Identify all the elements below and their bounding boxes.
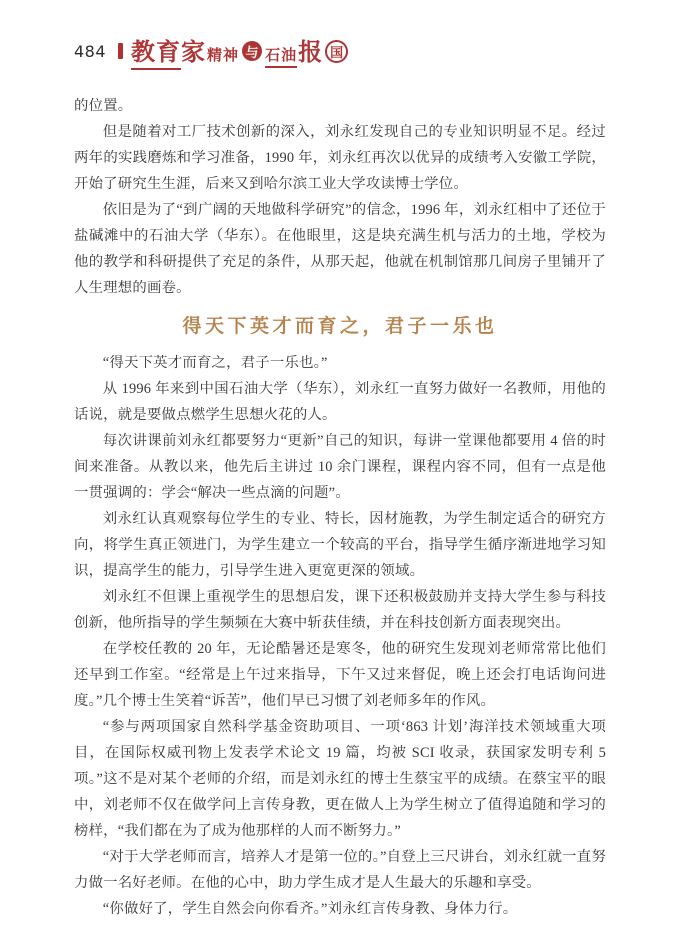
- logo-guo-seal-icon: 国: [325, 40, 348, 63]
- paragraph: 依旧是为了“到广阔的天地做科学研究”的信念，1996 年，刘永红相中了还位于盐碱滩中的石油大学（华东）。在他眼里，这是块充满生机与活力的土地，学校为他的教学和科研提供了充足的条件，从那天起，他就在机制馆那几间房子里铺开了人生理想的画卷。: [74, 202, 606, 296]
- book-title-logo: [131, 32, 348, 70]
- logo-text-jingshen: 精神: [207, 48, 240, 64]
- paragraph: “对于大学老师而言，培养人才是第一位的。”自登上三尺讲台，刘永红就一直努力做一名好老师。在他的心中，助力学生成才是人生最大的乐趣和享受。: [74, 849, 606, 891]
- logo-text-bao: 报: [298, 40, 324, 66]
- header-divider-bar: [118, 43, 123, 59]
- paragraph: 每次讲课前刘永红都要努力“更新”自己的知识，每讲一堂课他都要用 4 倍的时间来准备。从教以来，他先后主讲过 10 余门课程，课程内容不同，但有一点是他一贯强调的：学会“解决一些点滴的问题”。: [74, 433, 606, 501]
- logo-text-shiyou: 石油: [265, 44, 297, 68]
- paragraph: “参与两项国家自然科学基金资助项目、一项‘863 计划’海洋技术领域重大项目，在国际权威刊物上发表学术论文 19 篇，均被 SCI 收录，获国家发明专利 5 项。”这不是对某个老师的介绍，而是刘永红的博士生蔡宝平的成绩。在蔡宝平的眼中，刘老师不仅在做学问上言传身教，更在做人上为学生树立了值得追随和学习的榜样，“我们都在为了成为他那样的人而不断努力。”: [74, 719, 606, 839]
- paragraph: 的位置。: [74, 98, 133, 114]
- logo-yu-seal-icon: 与: [242, 41, 262, 61]
- logo-text-jiaoyu: 教育: [131, 32, 181, 70]
- page-header: [74, 34, 606, 68]
- page-number: 484: [74, 41, 107, 61]
- paragraph: “得天下英才而育之，君子一乐也。”: [102, 355, 328, 371]
- paragraph: 从 1996 年来到中国石油大学（华东），刘永红一直努力做好一名教师，用他的话说，就是要做点燃学生思想火花的人。: [74, 381, 606, 423]
- paragraph: 但是随着对工厂技术创新的深入，刘永红发现自己的专业知识明显不足。经过两年的实践磨炼和学习准备，1990 年，刘永红再次以优异的成绩考入安徽工学院，开始了研究生生涯，后来又到哈尔滨工业大学攻读博士学位。: [74, 124, 606, 192]
- logo-text-jia: 家: [181, 40, 207, 66]
- paragraph: 刘永红认真观察每位学生的专业、特长，因材施教，为学生制定适合的研究方向，将学生真正领进门，为学生建立一个较高的平台，指导学生循序渐进地学习知识，提高学生的能力，引导学生进入更宽更深的领域。: [74, 511, 606, 579]
- paragraph: 刘永红不但课上重视学生的思想启发，课下还积极鼓励并支持大学生参与科技创新，他所指导的学生频频在大赛中斩获佳绩，并在科技创新方面表现突出。: [74, 589, 606, 631]
- paragraph: 在学校任教的 20 年，无论酷暑还是寒冬，他的研究生发现刘老师常常比他们还早到工作室。“经常是上午过来指导，下午又过来督促，晚上还会打电话询问进度。”几个博士生笑着“诉苦”，他们早已习惯了刘老师多年的作风。: [74, 641, 606, 709]
- paragraph: “你做好了，学生自然会向你看齐。”刘永红言传身教、身体力行。: [102, 901, 518, 917]
- section-heading: 得天下英才而育之，君子一乐也: [182, 315, 498, 337]
- page-content: [74, 93, 606, 922]
